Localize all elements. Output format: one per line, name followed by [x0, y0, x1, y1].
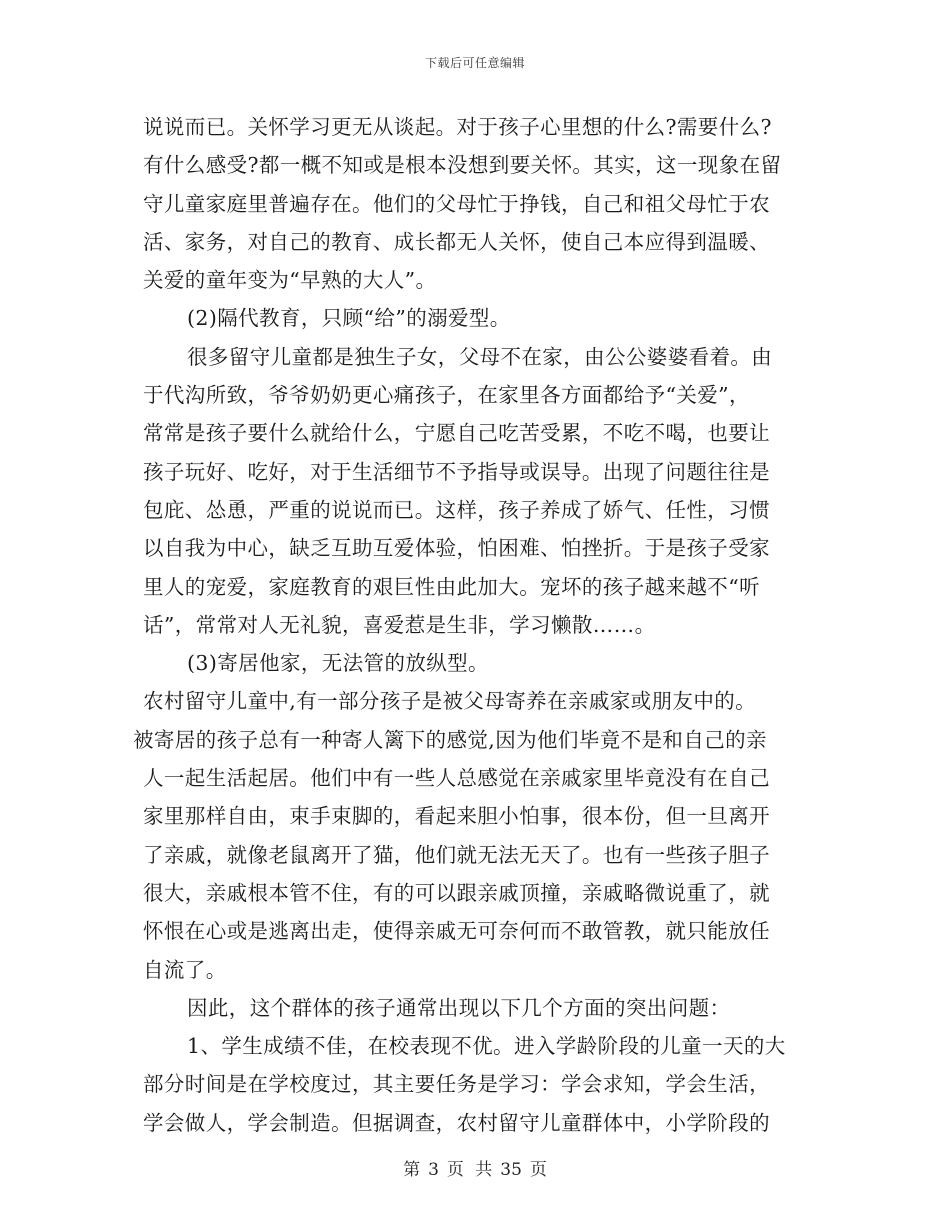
text-line: 自流了。	[143, 957, 227, 982]
text-line: 学会做人，学会制造。但据调查，农村留守儿童群体中，小学阶段的	[143, 1110, 770, 1135]
text-line: 被寄居的孩子总有一种寄人篱下的感觉,因为他们毕竟不是和自己的亲	[133, 727, 767, 752]
text-line: 家里那样自由，束手束脚的，看起来胆小怕事，很本份，但一旦离开	[143, 804, 770, 829]
footer-mid: 页 共	[446, 1160, 493, 1180]
text-line: 常常是孩子要什么就给什么，宁愿自己吃苦受累，不吃不喝，也要让	[143, 421, 770, 446]
text-line: 有什么感受?都一概不知或是根本没想到要关怀。其实，这一现象在留	[143, 153, 782, 178]
total-page-count: 35	[500, 1160, 522, 1180]
text-line: 怀恨在心或是逃离出走，使得亲戚无可奈何而不敢管教，就只能放任	[143, 919, 770, 944]
text-line: 话”，常常对人无礼貌，喜爱惹是生非，学习懒散……。	[143, 612, 656, 637]
text-line: 人一起生活起居。他们中有一些人总感觉在亲戚家里毕竟没有在自己	[143, 766, 770, 791]
current-page-number: 3	[428, 1160, 439, 1180]
text-line: 孩子玩好、吃好，对于生活细节不予指导或误导。出现了问题往往是	[143, 459, 770, 484]
section-heading: (2)隔代教育，只顾“给”的溺爱型。	[187, 306, 511, 331]
text-line: 于代沟所致，爷爷奶奶更心痛孩子，在家里各方面都给予“关爱”，	[143, 383, 750, 408]
page-header: 下载后可任意编辑	[424, 56, 525, 70]
text-line: 以自我为中心，缺乏互助互爱体验，怕困难、怕挫折。于是孩子受家	[143, 536, 770, 561]
paragraph-start: 因此，这个群体的孩子通常出现以下几个方面的突出问题：	[187, 995, 731, 1020]
paragraph-start: 农村留守儿童中,有一部分孩子是被父母寄养在亲戚家或朋友中的。	[143, 689, 757, 714]
text-line: 很大，亲戚根本管不住，有的可以跟亲戚顶撞，亲戚略微说重了，就	[143, 880, 770, 905]
page-footer	[0, 1155, 950, 1180]
text-line: 活、家务，对自己的教育、成长都无人关怀，使自己本应得到温暖、	[143, 229, 770, 254]
document-body	[133, 108, 833, 1142]
text-line: 里人的宠爱，家庭教育的艰巨性由此加大。宠坏的孩子越来越不“听	[143, 574, 760, 599]
footer-prefix: 第	[403, 1160, 421, 1180]
text-line: 说说而已。关怀学习更无从谈起。对于孩子心里想的什么?需要什么?	[143, 115, 772, 139]
text-line: 包庇、怂恿，严重的说说而已。这样，孩子养成了娇气、任性，习惯	[143, 497, 770, 522]
paragraph-start: 1、学生成绩不佳，在校表现不优。进入学龄阶段的儿童一天的大	[187, 1034, 786, 1059]
text-line: 部分时间是在学校度过，其主要任务是学习：学会求知，学会生活，	[143, 1072, 770, 1097]
text-line: 关爱的童年变为“早熟的大人”。	[143, 268, 437, 293]
section-heading: (3)寄居他家，无法管的放纵型。	[187, 651, 489, 676]
paragraph-start: 很多留守儿童都是独生子女，父母不在家，由公公婆婆看着。由	[187, 344, 773, 369]
text-line: 守儿童家庭里普遍存在。他们的父母忙于挣钱，自己和祖父母忙于农	[143, 191, 770, 216]
footer-suffix: 页	[529, 1160, 547, 1180]
text-line: 了亲戚，就像老鼠离开了猫，他们就无法无天了。也有一些孩子胆子	[143, 842, 770, 867]
